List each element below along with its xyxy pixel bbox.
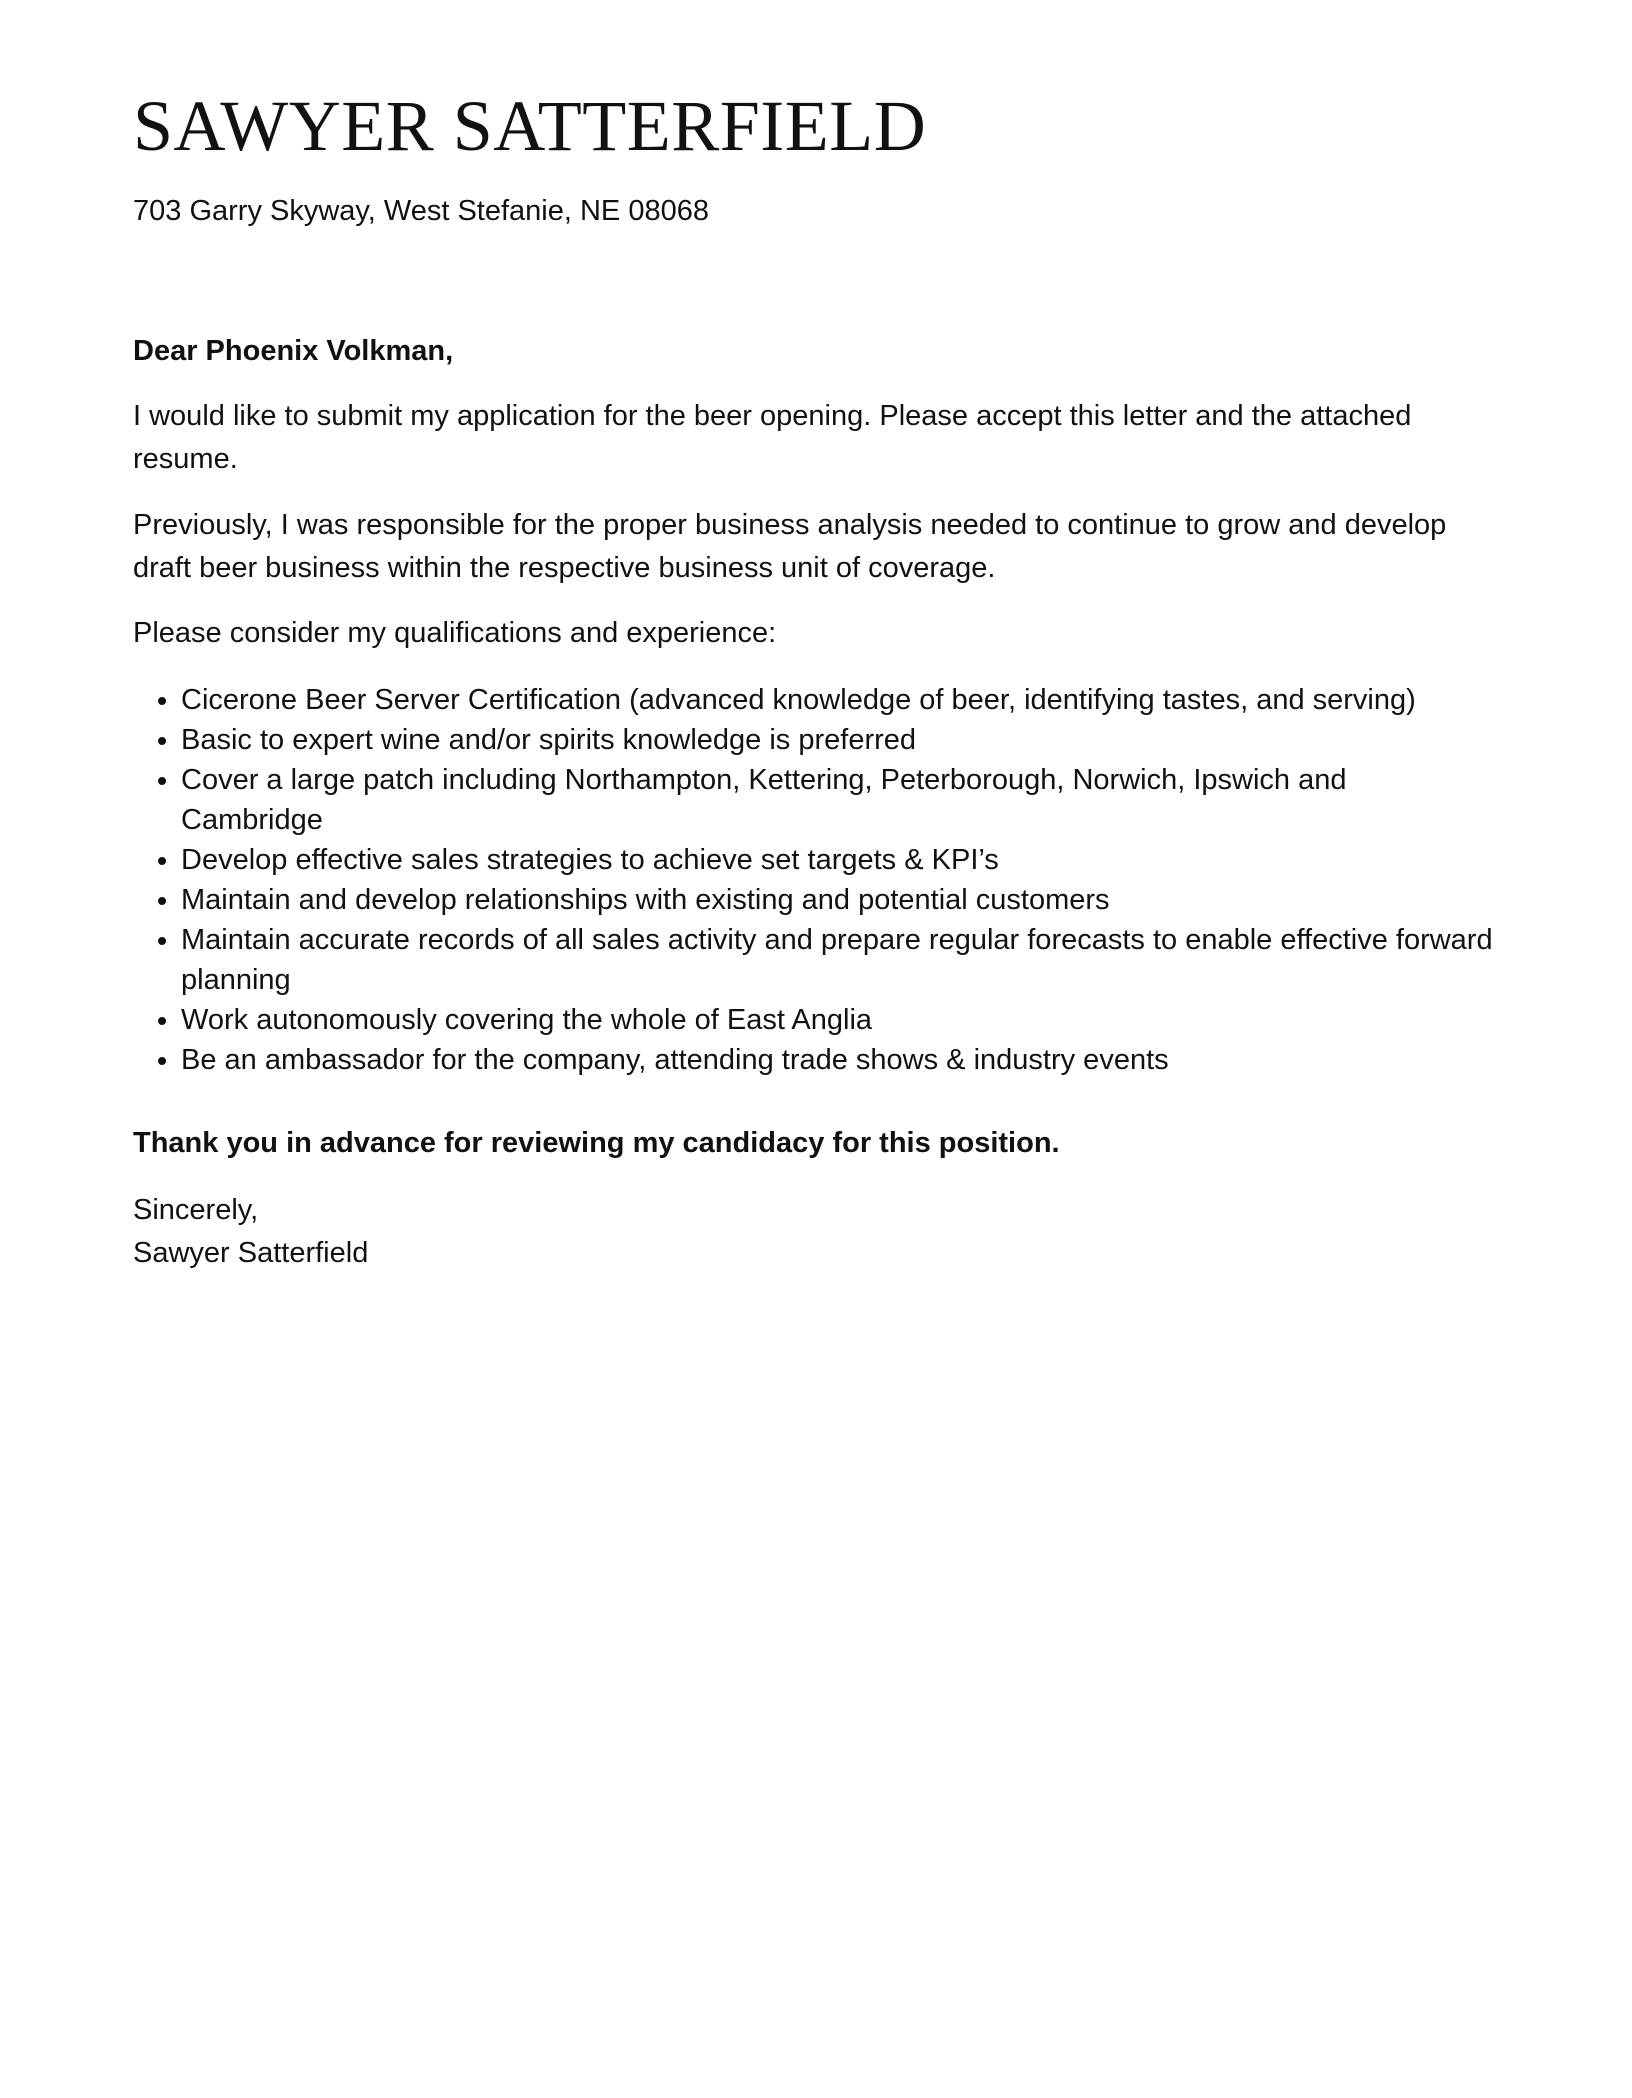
signature: Sawyer Satterfield (133, 1237, 369, 1269)
list-item: • Maintain and develop relationships with existing and potential customers (181, 880, 1493, 920)
signoff: Sincerely, (133, 1194, 259, 1226)
greeting: Dear Phoenix Volkman, (133, 335, 454, 367)
paragraph-intro: I would like to submit my application for the beer opening. Please accept this letter and the attached resume. (133, 400, 1412, 475)
list-item: • Maintain accurate records of all sales activity and prepare regular forecasts to enable effective forward planning (181, 920, 1493, 1000)
list-item: • Be an ambassador for the company, attending trade shows & industry events (181, 1040, 1493, 1080)
qualifications-list (133, 680, 1493, 1080)
applicant-name: SAWYER SATTERFIELD (133, 86, 927, 166)
paragraph-qualifications-lead: Please consider my qualifications and experience: (133, 617, 777, 649)
list-item: • Cicerone Beer Server Certification (advanced knowledge of beer, identifying tastes, and serving) (181, 680, 1493, 720)
letter-body (133, 330, 1493, 1275)
applicant-address: 703 Garry Skyway, West Stefanie, NE 08068 (133, 195, 709, 227)
closing-line: Thank you in advance for reviewing my candidacy for this position. (133, 1127, 1060, 1159)
list-item: • Basic to expert wine and/or spirits knowledge is preferred (181, 720, 1493, 760)
list-item: • Develop effective sales strategies to achieve set targets & KPI’s (181, 840, 1493, 880)
list-item: • Cover a large patch including Northampton, Kettering, Peterborough, Norwich, Ipswich and Cambridge (181, 760, 1493, 840)
paragraph-experience: Previously, I was responsible for the proper business analysis needed to continue to grow and develop draft beer business within the respective business unit of coverage. (133, 509, 1447, 584)
list-item: • Work autonomously covering the whole of East Anglia (181, 1000, 1493, 1040)
